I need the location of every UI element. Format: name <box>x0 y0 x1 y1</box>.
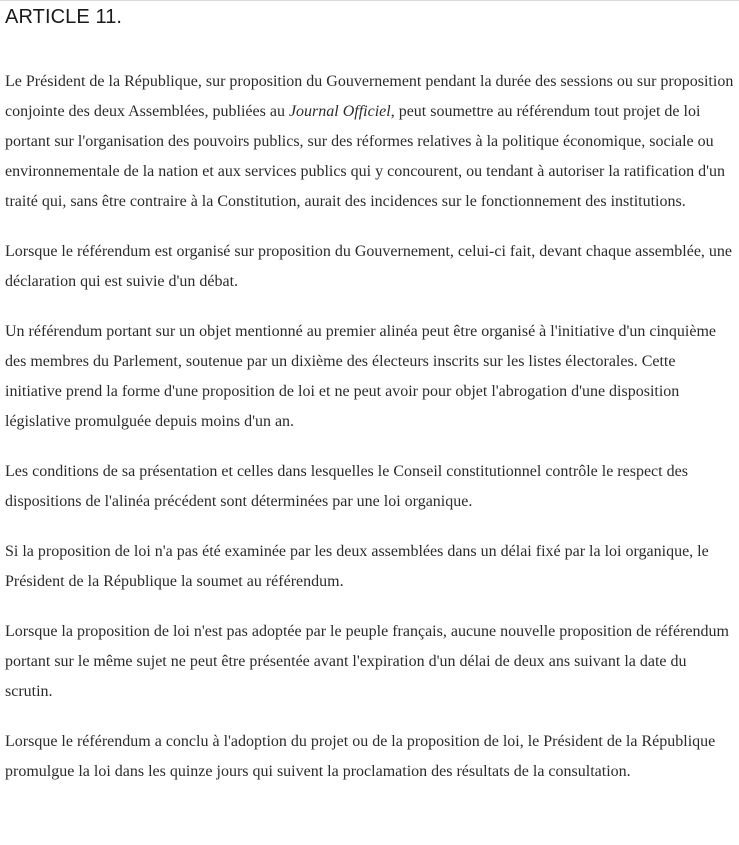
article-body <box>5 67 735 787</box>
article-11 <box>5 0 735 807</box>
paragraph-1 <box>5 67 735 217</box>
paragraph-5: Si la proposition de loi n'a pas été examinée par les deux assemblées dans un délai fixé par la loi organique, le Président de la République la soumet au référendum. <box>5 543 709 590</box>
paragraph-1-text-start: Le Président de la République, sur proposition du Gouvernement pendant la durée des sessions ou sur proposition conjointe des deux Assemblées, publiées au <box>5 73 734 120</box>
article-title: ARTICLE 11. <box>5 6 123 28</box>
journal-officiel-emphasis: Journal Officiel <box>288 103 391 120</box>
paragraph-6: Lorsque la proposition de loi n'est pas adoptée par le peuple français, aucune nouvelle proposition de référendum portant sur le même sujet ne peut être présentée avant l'expiration d'un délai de deux ans suivant la date du scrutin. <box>5 623 729 700</box>
paragraph-4: Les conditions de sa présentation et celles dans lesquelles le Conseil constitutionnel contrôle le respect des dispositions de l'alinéa précédent sont déterminées par une loi organique. <box>5 463 688 510</box>
paragraph-2: Lorsque le référendum est organisé sur proposition du Gouvernement, celui-ci fait, devant chaque assemblée, une déclaration qui est suivie d'un débat. <box>5 243 733 290</box>
paragraph-3: Un référendum portant sur un objet mentionné au premier alinéa peut être organisé à l'initiative d'un cinquième des membres du Parlement, soutenue par un dixième des électeurs inscrits sur les listes électorales. Cette initiative prend la forme d'une proposition de loi et ne peut avoir pour objet l'abrogation d'une disposition législative promulguée depuis moins d'un an. <box>5 323 717 430</box>
paragraph-1-text-end: , peut soumettre au référendum tout projet de loi portant sur l'organisation des pouvoirs publics, sur des réformes relatives à la politique économique, sociale ou environnementale de la nation et aux services publics qui y concourent, ou tendant à autoriser la ratification d'un traité qui, sans être contraire à la Constitution, aurait des incidences sur le fonctionnement des institutions. <box>5 103 725 210</box>
paragraph-7: Lorsque le référendum a conclu à l'adoption du projet ou de la proposition de loi, le Président de la République promulgue la loi dans les quinze jours qui suivent la proclamation des résultats de la consultation. <box>5 733 716 780</box>
